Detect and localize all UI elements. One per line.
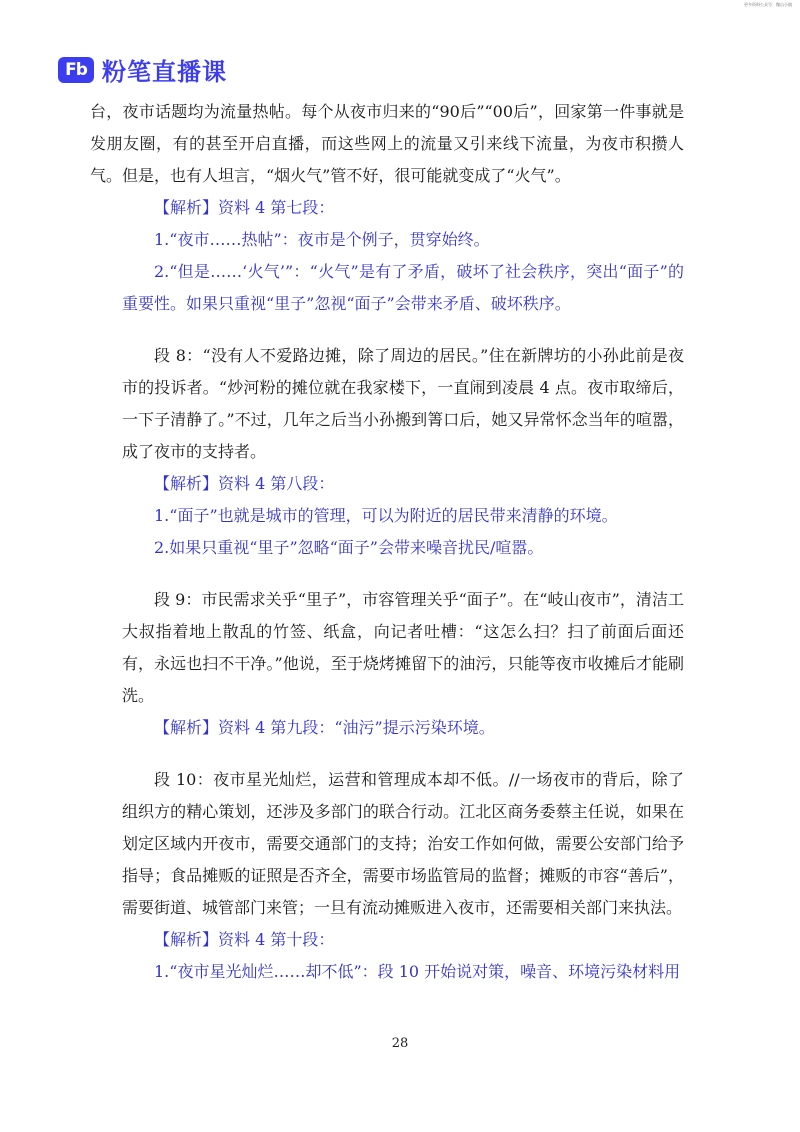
paragraph-continuation: 台，夜市话题均为流量热帖。每个从夜市归来的“90后”“00后”，回家第一件事就是发朋友圈，有的甚至开启直播，而这些网上的流量又引来线下流量，为夜市积攒人气。但是，也有人坦言，“烟火气”管不好，很可能就变成了“火气”。: [90, 102, 684, 185]
analysis-heading-10: [122, 924, 684, 956]
fenbi-logo-icon: Fb: [58, 57, 94, 83]
analysis-heading-9: [122, 712, 684, 744]
analysis-heading-7: [122, 192, 684, 224]
page-number: 28: [391, 1036, 409, 1051]
brand-header: [58, 52, 227, 87]
analysis-label: 【解析】资料 4 第九段：: [154, 718, 335, 737]
paragraph-9: 段 9：市民需求关乎“里子”，市容管理关乎“面子”。在“岐山夜市”，清洁工大叔指着地上散乱的竹签、纸盒，向记者吐槽：“这怎么扫？扫了前面后面还有，永远也扫不干净。”他说，至于烧烤摊留下的油污，只能等夜市收摊后才能刷洗。: [122, 590, 684, 705]
analysis-7-point-1: 1.“夜市……热帖”：夜市是个例子，贯穿始终。: [154, 230, 490, 249]
analysis-heading-8: [122, 468, 684, 500]
watermark-text: 更多资料公众号：微山小镇: [744, 2, 792, 7]
analysis-7-point-2: 2.“但是……‘火气’”：“火气”是有了矛盾，破坏了社会秩序，突出“面子”的重要性。如果只重视“里子”忽视“面子”会带来矛盾、破坏秩序。: [122, 262, 684, 313]
analysis-9-text: “油污”提示污染环境。: [334, 718, 495, 737]
brand-name: 粉笔直播课: [102, 58, 227, 86]
analysis-label: 【解析】资料 4 第十段：: [154, 930, 335, 949]
analysis-label: 【解析】资料 4 第八段：: [154, 474, 335, 493]
analysis-8-point-2: 2.如果只重视“里子”忽略“面子”会带来噪音扰民/喧嚣。: [154, 538, 544, 557]
paragraph-10: 段 10：夜市星光灿烂，运营和管理成本却不低。//一场夜市的背后，除了组织方的精心策划，还涉及多部门的联合行动。江北区商务委蔡主任说，如果在划定区域内开夜市，需要交通部门的支持；治安工作如何做，需要公安部门给予指导；食品摊贩的证照是否齐全，需要市场监管局的监督；摊贩的市容“善后”，需要街道、城管部门来管；一旦有流动摊贩进入夜市，还需要相关部门来执法。: [122, 770, 684, 917]
analysis-label: 【解析】资料 4 第七段：: [154, 198, 335, 217]
paragraph-8: 段 8：“没有人不爱路边摊，除了周边的居民。”住在新牌坊的小孙此前是夜市的投诉者。“炒河粉的摊位就在我家楼下，一直闹到凌晨 4 点。夜市取缔后，一下子清静了。”不过，几年之后当小孙搬到箐口后，她又异常怀念当年的喧嚣，成了夜市的支持者。: [122, 346, 684, 461]
document-body: [90, 96, 684, 988]
analysis-8-point-1: 1.“面子”也就是城市的管理，可以为附近的居民带来清静的环境。: [154, 506, 618, 525]
analysis-10-point-1: 1.“夜市星光灿烂……却不低”：段 10 开始说对策，噪音、环境污染材料用: [154, 962, 681, 981]
